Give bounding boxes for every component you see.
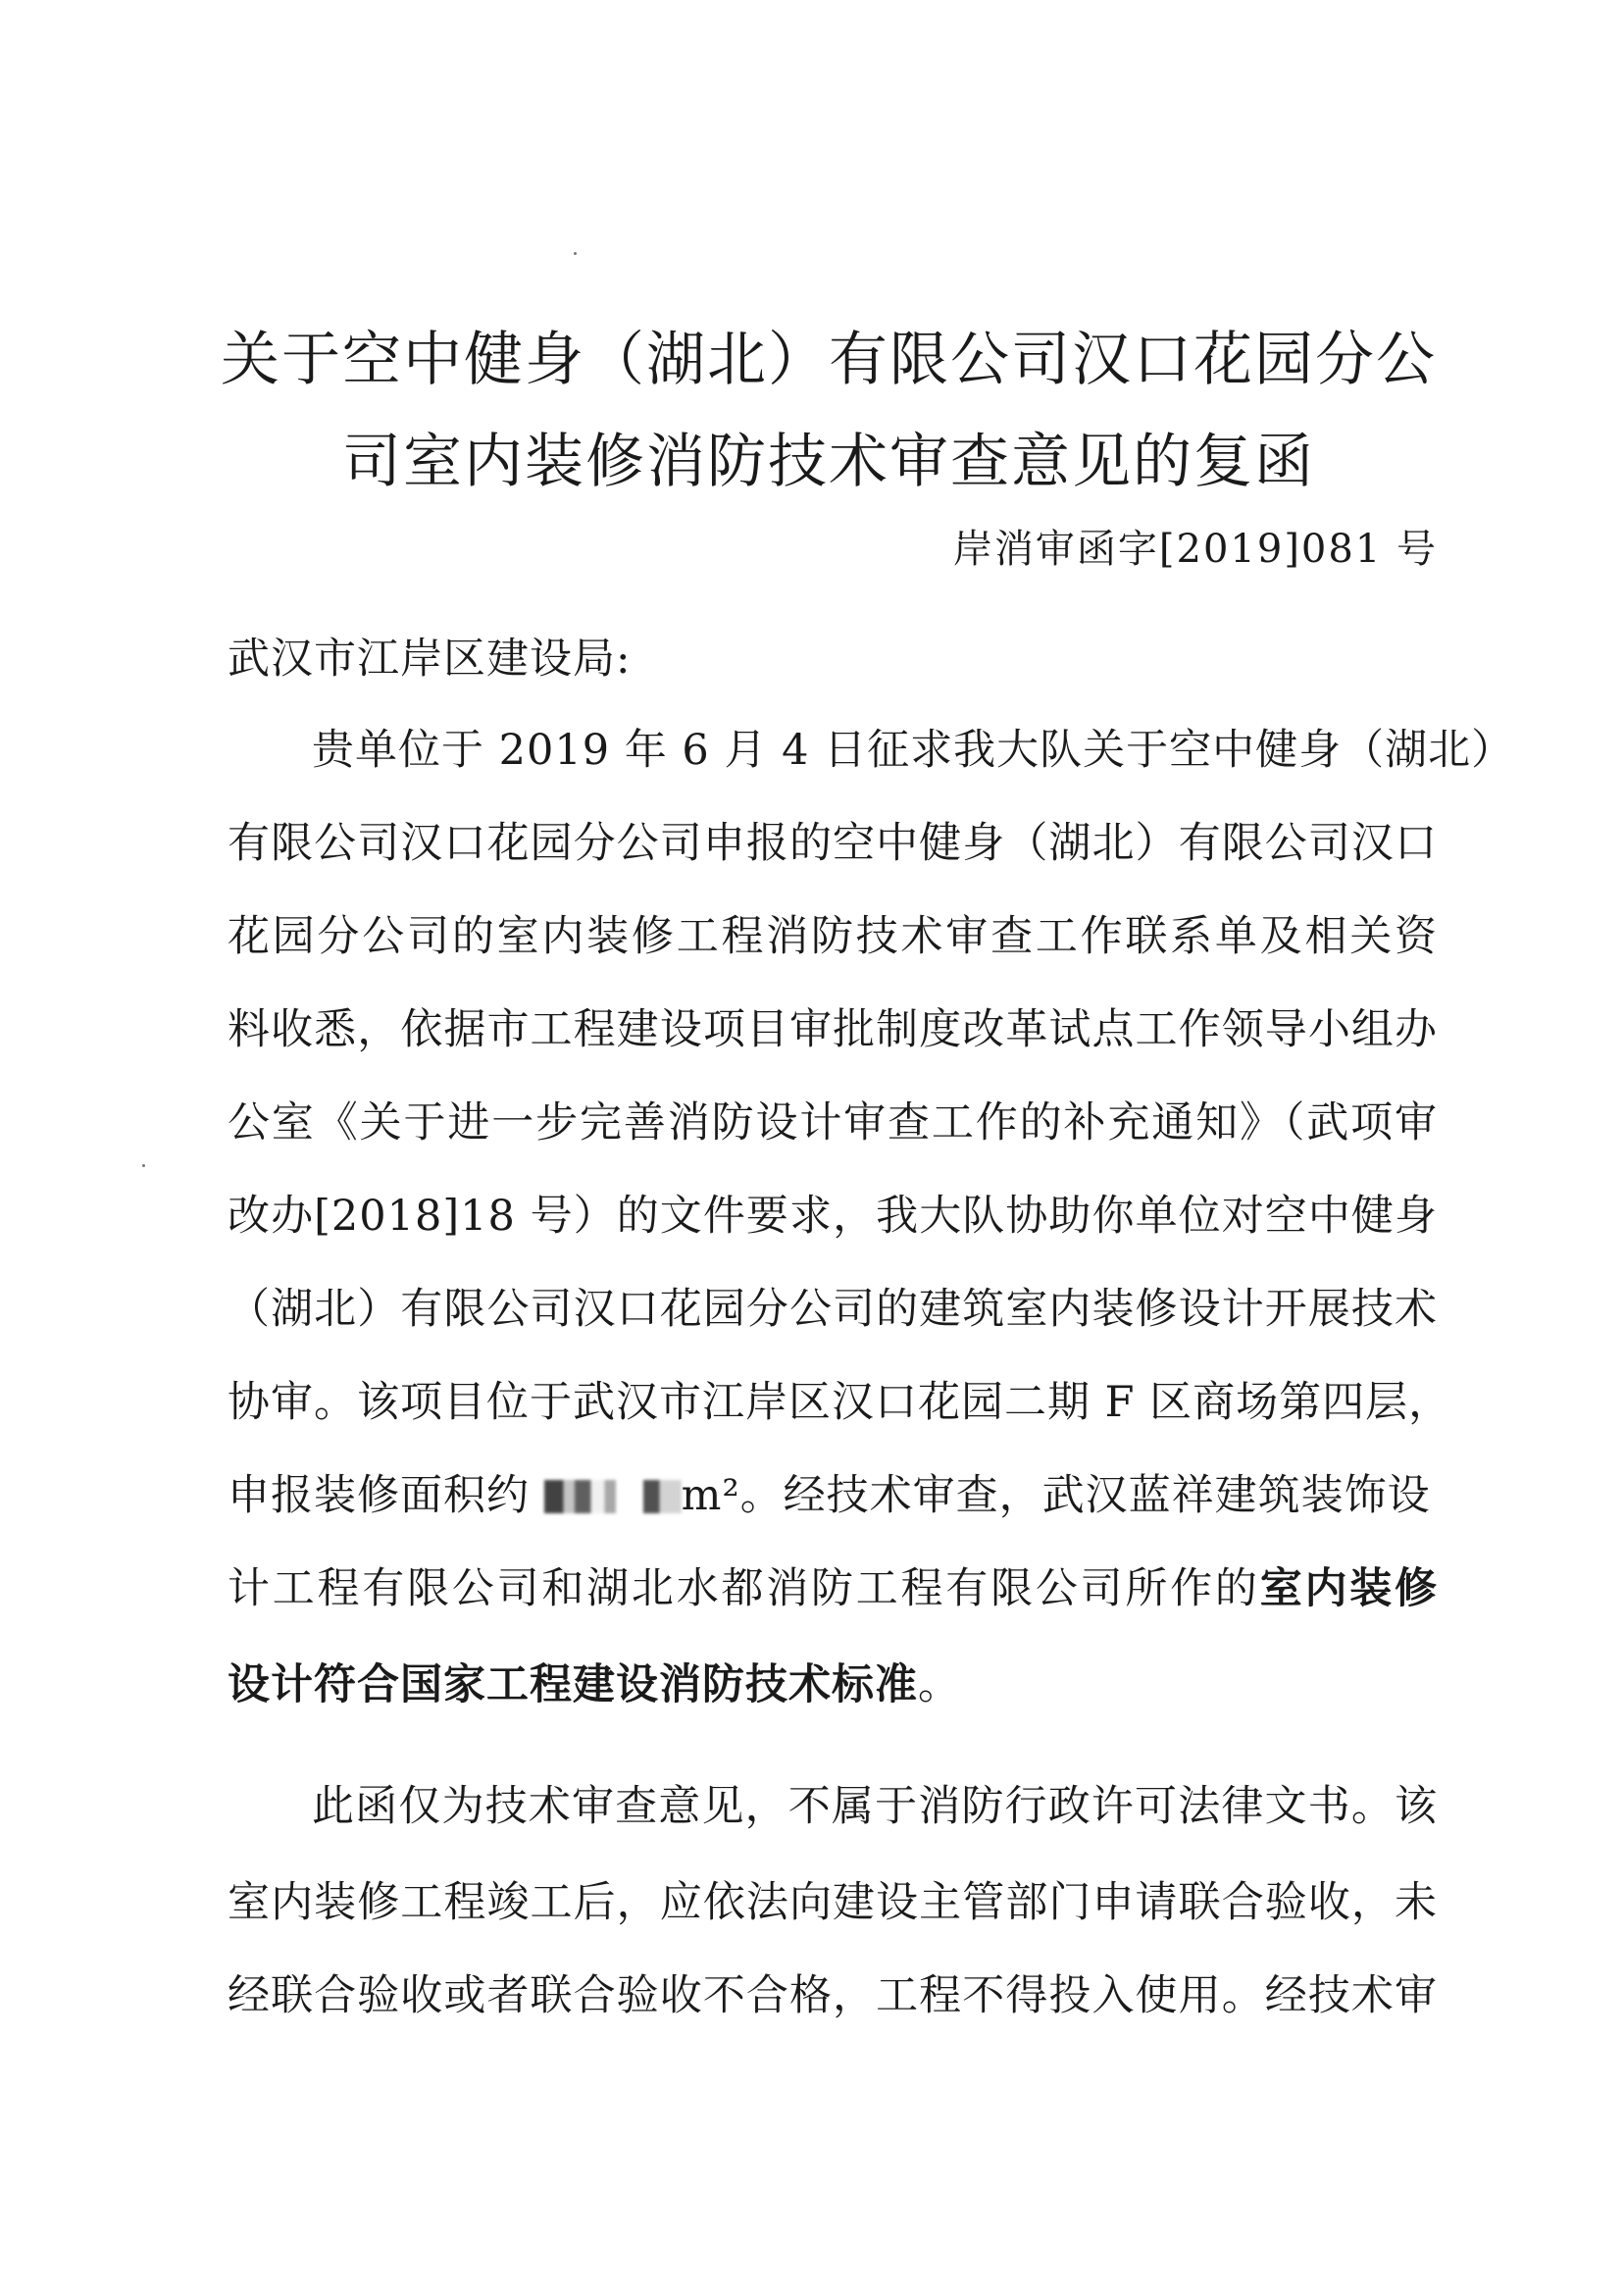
area-suffix: 。经技术审查，武汉蓝祥建筑装饰设 [739, 1471, 1431, 1520]
paragraph1-line-2: 有限公司汉口花园分公司申报的空中健身（湖北）有限公司汉口 [228, 819, 1438, 868]
paragraph1-line-6: 改办[2018]18 号）的文件要求，我大队协助你单位对空中健身 [228, 1192, 1438, 1241]
paragraph2-line-1: 此函仅为技术审查意见，不属于消防行政许可法律文书。该 [312, 1782, 1438, 1831]
title-line-2: 司室内装修消防技术审查意见的复函 [342, 428, 1315, 496]
paragraph1-line-10 [228, 1559, 1438, 1618]
paragraph1-line-4: 料收悉，依据市工程建设项目审批制度改革试点工作领导小组办 [228, 1005, 1438, 1054]
redacted-area-value [544, 1480, 682, 1513]
addressee: 武汉市江岸区建设局: [228, 635, 632, 684]
paragraph1-line-9 [228, 1466, 1438, 1525]
line10-bold-text: 室内装修 [1259, 1564, 1439, 1613]
paragraph2-line-2: 室内装修工程竣工后，应依法向建设主管部门申请联合验收，未 [228, 1878, 1438, 1927]
paragraph2-line-3: 经联合验收或者联合验收不合格，工程不得投入使用。经技术审 [228, 1971, 1438, 2020]
document-title [196, 309, 1461, 513]
scan-speck [142, 1164, 145, 1167]
title-line-1: 关于空中健身（湖北）有限公司汉口花园分公 [221, 326, 1437, 394]
paragraph1-line-8: 协审。该项目位于武汉市江岸区汉口花园二期 F 区商场第四层， [228, 1378, 1452, 1427]
paragraph1-line-1: 贵单位于 2019 年 6 月 4 日征求我大队关于空中健身（湖北） [312, 726, 1515, 775]
conclusion-end: 。 [918, 1660, 961, 1709]
line10-normal-text: 计工程有限公司和湖北水都消防工程有限公司所作的 [228, 1564, 1260, 1613]
paragraph1-line-3: 花园分公司的室内装修工程消防技术审查工作联系单及相关资 [228, 912, 1438, 961]
paragraph1-line-11 [228, 1656, 1438, 1714]
area-unit: m² [681, 1471, 740, 1520]
paragraph1-line-7: （湖北）有限公司汉口花园分公司的建筑室内装修设计开展技术 [228, 1285, 1438, 1334]
area-prefix: 申报装修面积约 [228, 1471, 530, 1520]
paragraph1-line-5: 公室《关于进一步完善消防设计审查工作的补充通知》（武项审 [228, 1098, 1438, 1147]
scan-speck [574, 252, 577, 255]
document-number: 岸消审函字[2019]081 号 [952, 527, 1438, 572]
conclusion-bold-text: 设计符合国家工程建设消防技术标准 [228, 1660, 918, 1709]
